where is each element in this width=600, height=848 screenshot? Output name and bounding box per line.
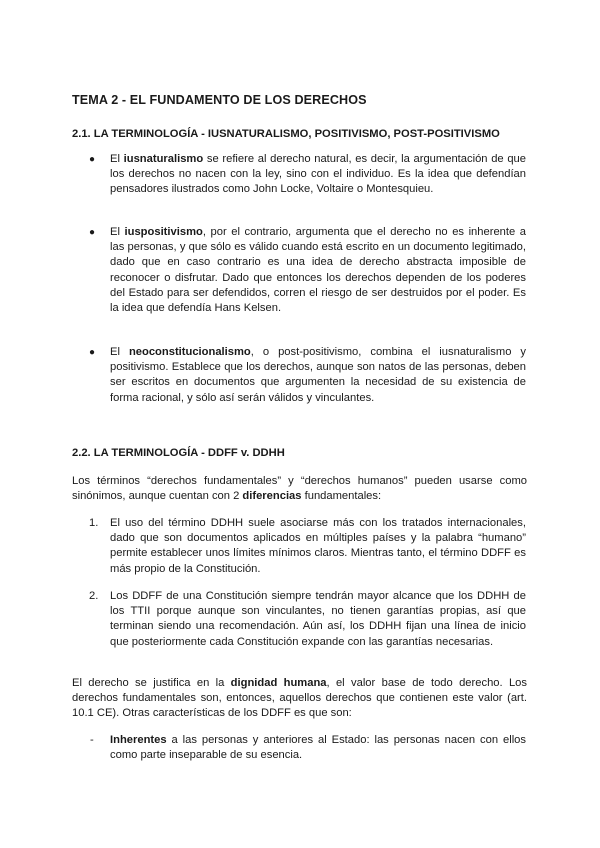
list-item-iusnaturalismo: El iusnaturalismo se refiere al derecho natural, es decir, la argumentación de que los derechos no nacen con la ley, sino con el individuo. Es la idea que defendían pensadores ilustrados como John Locke, Voltaire o Montesquieu. bbox=[110, 153, 526, 196]
list-item-iuspositivismo: El iuspositivismo, por el contrario, argumenta que el derecho no es inherente a las personas, y que sólo es válido cuando está escrito en un documento legitimado, dado que en caso contrario es una idea de derecho abstracta imposible de reconocer o disfrutar. Dado que entonces los derechos dependen de los poderes del Estado para ser defendidos, corren el riesgo de ser destruidos por el poder. Es la idea que defendía Hans Kelsen. bbox=[110, 226, 527, 315]
term-diferencias: diferencias bbox=[242, 490, 302, 503]
bullet-marker: ● bbox=[89, 227, 96, 238]
list-number: 2. bbox=[89, 590, 99, 602]
section-heading-2: 2.2. LA TERMINOLOGÍA - DDFF v. DDHH bbox=[72, 447, 285, 459]
bullet-marker: ● bbox=[89, 347, 96, 358]
term-dignidad-humana: dignidad humana bbox=[230, 677, 327, 689]
numbered-item-1: El uso del término DDHH suele asociarse más con los tratados internacionales, dado que son documentos aplicados en múltiples países y la palabra “humano” permite establecer unos límites mínimos claros. Mientras tanto, el término DDFF es más propio de la Constitución. bbox=[110, 517, 526, 575]
term-neoconstitucionalismo: neoconstitucionalismo bbox=[128, 346, 251, 358]
bullet-marker: ● bbox=[89, 154, 96, 165]
list-item-neoconstitucionalismo: El neoconstitucionalismo, o post-positivismo, combina el iusnaturalismo y positivismo. Establece que los derechos, aunque son natos de las personas, deben ser escritos en documentos que argumenten la necesidad de su existencia de forma racional, y sólo así serán válidos y vinculantes. bbox=[110, 346, 526, 404]
term-inherentes: Inherentes bbox=[110, 734, 167, 746]
intro-paragraph: Los términos “derechos fundamentales” y “derechos humanos” pueden usarse como sinónimos, aunque cuentan con 2 diferencias fundamentales: bbox=[72, 475, 527, 503]
section-heading-1: 2.1. LA TERMINOLOGÍA - IUSNATURALISMO, POSITIVISMO, POST-POSITIVISMO bbox=[72, 128, 500, 140]
term-iusnaturalismo: iusnaturalismo bbox=[123, 153, 204, 165]
dignity-paragraph: El derecho se justifica en la dignidad humana, el valor base de todo derecho. Los derechos fundamentales son, entonces, aquellos derechos que contienen este valor (art. 10.1 CE). Otras características de los DDFF es que son: bbox=[72, 677, 527, 720]
dash-marker: - bbox=[90, 734, 94, 746]
numbered-item-2: Los DDFF de una Constitución siempre tendrán mayor alcance que los DDHH de los TTII porque aunque son vinculantes, no tienen garantías propias, así que terminan siendo una recomendación. Aún así, los DDHH fijan una línea de inicio que posteriormente cada Constitución expande con las garantías necesarias. bbox=[110, 590, 526, 648]
list-number: 1. bbox=[89, 517, 99, 529]
term-iuspositivismo: iuspositivismo bbox=[124, 226, 203, 238]
dash-item-inherentes: Inherentes a las personas y anteriores al Estado: las personas nacen con ellos como parte inseparable de su esencia. bbox=[110, 734, 526, 762]
page-title: TEMA 2 - EL FUNDAMENTO DE LOS DERECHOS bbox=[72, 93, 367, 107]
